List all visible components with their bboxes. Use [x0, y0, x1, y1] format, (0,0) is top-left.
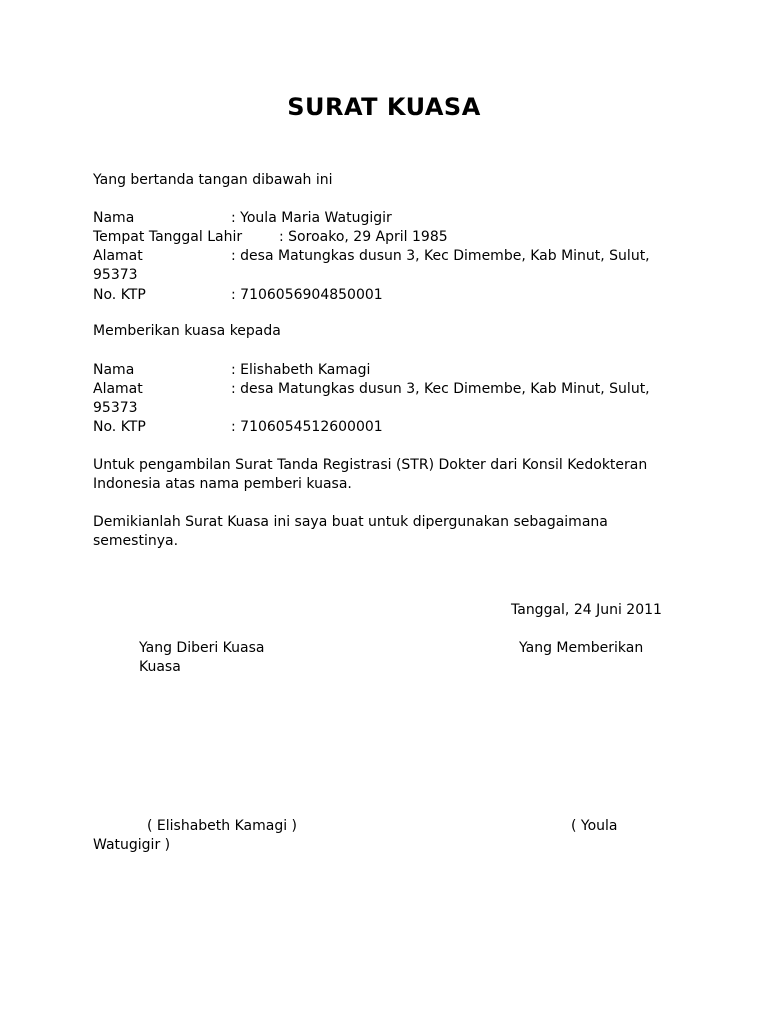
- grantor-sign-heading-cont: Kuasa: [139, 659, 181, 675]
- grantor-ktp-value: : 7106056904850001: [231, 287, 383, 303]
- grantor-ktp-label: No. KTP: [93, 287, 146, 303]
- grantor-birth-label: Tempat Tanggal Lahir: [93, 229, 243, 245]
- grantee-name-label: Nama: [93, 362, 135, 378]
- grantor-address-label: Alamat: [93, 248, 143, 264]
- grantor-birth-value: : Soroako, 29 April 1985: [279, 229, 448, 245]
- grant-intro-text: Memberikan kuasa kepada: [93, 323, 281, 339]
- grantee-address-label: Alamat: [93, 381, 143, 397]
- grantee-sign-heading: Yang Diberi Kuasa: [139, 640, 265, 656]
- grantor-name-value: : Youla Maria Watugigir: [231, 210, 392, 226]
- grantor-sign-name-cont: Watugigir ): [93, 837, 171, 853]
- grantor-sign-heading: Yang Memberikan: [519, 640, 644, 656]
- intro-text: Yang bertanda tangan dibawah ini: [93, 172, 333, 188]
- grantee-name-value: : Elishabeth Kamagi: [231, 362, 371, 378]
- purpose-line-1: Untuk pengambilan Surat Tanda Registrasi (STR) Dokter dari Konsil Kedokteran: [93, 457, 648, 473]
- grantee-address-cont: 95373: [93, 400, 138, 416]
- closing-line-1: Demikianlah Surat Kuasa ini saya buat untuk dipergunakan sebagaimana: [93, 514, 608, 530]
- grantee-ktp-value: : 7106054512600001: [231, 419, 383, 435]
- letter-title: SURAT KUASA: [287, 93, 481, 121]
- grantee-address-value: : desa Matungkas dusun 3, Kec Dimembe, Kab Minut, Sulut,: [231, 381, 650, 397]
- purpose-line-2: Indonesia atas nama pemberi kuasa.: [93, 476, 352, 492]
- grantor-sign-name: ( Youla: [571, 818, 618, 834]
- grantee-sign-name: ( Elishabeth Kamagi ): [147, 818, 298, 834]
- grantor-address-cont: 95373: [93, 267, 138, 283]
- letter-date: Tanggal, 24 Juni 2011: [511, 602, 662, 618]
- grantee-ktp-label: No. KTP: [93, 419, 146, 435]
- grantor-name-label: Nama: [93, 210, 135, 226]
- closing-line-2: semestinya.: [93, 533, 179, 549]
- grantor-address-value: : desa Matungkas dusun 3, Kec Dimembe, Kab Minut, Sulut,: [231, 248, 650, 264]
